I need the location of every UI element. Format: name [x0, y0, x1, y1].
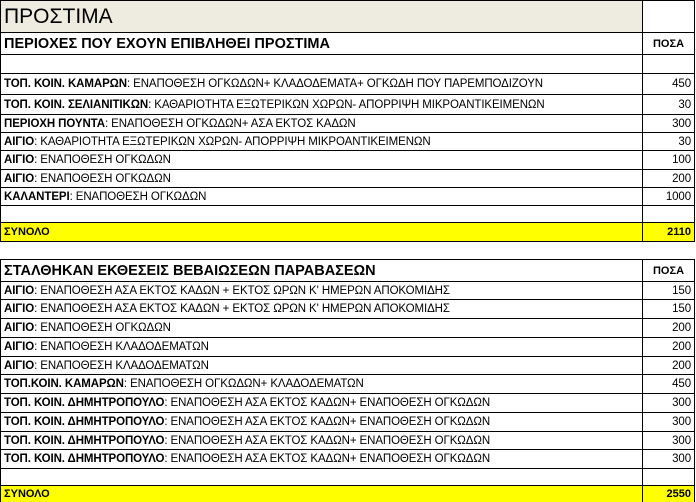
row-label	[0, 412, 642, 431]
row-area: ΠΕΡΙΟΧΗ ΠΟΥΝΤΑ	[4, 117, 105, 130]
table-row	[0, 94, 695, 114]
blank-cell	[642, 468, 695, 485]
row-area: ΑΙΓΙΟ	[4, 359, 35, 372]
row-area: ΑΙΓΙΟ	[4, 172, 35, 185]
row-area: ΤΟΠ. ΚΟΙΝ. ΚΑΜΑΡΩΝ	[4, 78, 127, 90]
section1-bottom-border	[0, 241, 695, 242]
row-area: ΑΙΓΙΟ	[4, 284, 35, 297]
row-amount: 300	[642, 449, 695, 468]
row-desc: : ΕΝΑΠΟΘΕΣΗ ΟΓΚΩΔΩΝ+ ΑΣΑ ΕΚΤΟΣ ΚΑΔΩΝ	[104, 117, 356, 130]
blank-cell	[0, 468, 642, 485]
section1-header: ΠΕΡΙΟΧΕΣ ΠΟΥ ΕΧΟΥΝ ΕΠΙΒΛΗΘΕΙ ΠΡΟΣΤΙΜΑ	[0, 32, 642, 54]
row-area: ΤΟΠ. ΚΟΙΝ. ΔΗΜΗΤΡΟΠΟΥΛΟ	[4, 453, 165, 465]
row-label	[0, 393, 642, 412]
row-desc: : ΕΝΑΠΟΘΕΣΗ ΑΣΑ ΕΚΤΟΣ ΚΑΔΩΝ + ΕΚΤΟΣ ΩΡΩΝ Κ' ΗΜΕΡΩΝ ΑΠΟΚΟΜΙΔΗΣ	[34, 284, 450, 297]
row-area: ΑΙΓΙΟ	[4, 341, 35, 353]
section2-header-row	[0, 259, 695, 281]
row-amount: 450	[642, 374, 695, 393]
row-desc: : ΕΝΑΠΟΘΕΣΗ ΑΣΑ ΕΚΤΟΣ ΚΑΔΩΝ+ ΕΝΑΠΟΘΕΣΗ ΟΓΚΩΔΩΝ	[164, 416, 491, 428]
row-label	[0, 281, 642, 299]
section1-total-value: 2110	[642, 222, 695, 241]
table-row	[0, 187, 695, 205]
blank-cell	[0, 205, 642, 222]
blank-row	[0, 468, 695, 485]
row-area: ΤΟΠ. ΚΟΙΝ. ΔΗΜΗΤΡΟΠΟΥΛΟ	[4, 416, 165, 428]
row-amount: 1000	[642, 187, 695, 205]
row-label	[0, 73, 642, 94]
section1-total-label: ΣΥΝΟΛΟ	[0, 222, 642, 241]
row-desc: : ΚΑΘΑΡΙΟΤΗΤΑ ΕΞΩΤΕΡΙΚΩΝ ΧΩΡΩΝ- ΑΠΟΡΡΙΨΗ ΜΙΚΡΟΑΝΤΙΚΕΙΜΕΝΩΝ	[34, 135, 431, 148]
row-amount: 30	[642, 132, 695, 150]
table-row	[0, 337, 695, 356]
row-desc: : ΕΝΑΠΟΘΕΣΗ ΑΣΑ ΕΚΤΟΣ ΚΑΔΩΝ + ΕΚΤΟΣ ΩΡΩΝ Κ' ΗΜΕΡΩΝ ΑΠΟΚΟΜΙΔΗΣ	[34, 303, 450, 315]
table-row	[0, 150, 695, 169]
row-amount: 200	[642, 169, 695, 187]
row-desc: : ΕΝΑΠΟΘΕΣΗ ΟΓΚΩΔΩΝ	[69, 190, 207, 203]
row-label	[0, 299, 642, 318]
blank-cell	[642, 205, 695, 222]
row-area: ΑΙΓΙΟ	[4, 322, 35, 334]
table-row	[0, 114, 695, 132]
row-area: ΚΑΛΑΝΤΕΡΙ	[4, 190, 70, 203]
table-row	[0, 449, 695, 468]
blank-cell	[642, 54, 695, 73]
row-amount: 200	[642, 337, 695, 356]
row-label	[0, 94, 642, 114]
row-label	[0, 374, 642, 393]
row-label	[0, 449, 642, 468]
blank-cell	[0, 54, 642, 73]
table-row	[0, 169, 695, 187]
row-desc: : ΕΝΑΠΟΘΕΣΗ ΟΓΚΩΔΩΝ	[34, 154, 171, 166]
section1-header-row	[0, 32, 695, 54]
row-amount: 100	[642, 150, 695, 169]
table-row	[0, 318, 695, 337]
row-amount: 150	[642, 299, 695, 318]
row-desc: : ΕΝΑΠΟΘΕΣΗ ΟΓΚΩΔΩΝ	[34, 172, 171, 185]
table-row	[0, 281, 695, 299]
row-amount: 200	[642, 318, 695, 337]
row-amount: 200	[642, 356, 695, 374]
row-amount: 300	[642, 114, 695, 132]
row-desc: : ΕΝΑΠΟΘΕΣΗ ΟΓΚΩΔΩΝ+ ΚΛΑΔΟΔΕΜΑΤΩΝ	[123, 378, 364, 390]
row-amount: 300	[642, 431, 695, 449]
table-row	[0, 412, 695, 431]
row-amount: 450	[642, 73, 695, 94]
row-area: ΑΙΓΙΟ	[4, 135, 35, 148]
table-row	[0, 431, 695, 449]
row-area: ΤΟΠ. ΚΟΙΝ. ΣΕΛΙΑΝΙΤΙΚΩΝ	[4, 98, 149, 111]
table-row	[0, 356, 695, 374]
section2-total-label: ΣΥΝΟΛΟ	[0, 485, 642, 502]
table-row	[0, 374, 695, 393]
section1-total-row	[0, 222, 695, 241]
row-area: ΑΙΓΙΟ	[4, 154, 35, 166]
row-desc: : ΕΝΑΠΟΘΕΣΗ ΑΣΑ ΕΚΤΟΣ ΚΑΔΩΝ+ ΕΝΑΠΟΘΕΣΗ ΟΓΚΩΔΩΝ	[164, 397, 491, 409]
table-row	[0, 73, 695, 94]
section2-amount-header: ΠΟΣΑ	[642, 259, 695, 281]
row-desc: : ΕΝΑΠΟΘΕΣΗ ΟΓΚΩΔΩΝ+ ΚΛΑΔΟΔΕΜΑΤΑ+ ΟΓΚΩΔΗ ΠΟΥ ΠΑΡΕΜΠΟΔΙΖΟΥΝ	[126, 78, 544, 90]
table-row	[0, 393, 695, 412]
row-label	[0, 356, 642, 374]
row-label	[0, 318, 642, 337]
page-title: ΠΡΟΣΤΙΜΑ	[0, 0, 642, 32]
section2-total-row	[0, 485, 695, 502]
row-amount: 150	[642, 281, 695, 299]
row-desc: : ΕΝΑΠΟΘΕΣΗ ΚΛΑΔΟΔΕΜΑΤΩΝ	[34, 341, 209, 353]
row-desc: : ΚΑΘΑΡΙΟΤΗΤΑ ΕΞΩΤΕΡΙΚΩΝ ΧΩΡΩΝ- ΑΠΟΡΡΙΨΗ ΜΙΚΡΟΑΝΤΙΚΕΙΜΕΝΩΝ	[148, 98, 545, 111]
section2-header: ΣΤΑΛΘΗΚΑΝ ΕΚΘΕΣΕΙΣ ΒΕΒΑΙΩΣΕΩΝ ΠΑΡΑΒΑΣΕΩΝ	[0, 259, 642, 281]
row-label	[0, 150, 642, 169]
row-label	[0, 337, 642, 356]
blank-row	[0, 54, 695, 73]
row-label	[0, 187, 642, 205]
table-row	[0, 299, 695, 318]
title-row	[0, 0, 695, 32]
row-desc: : ΕΝΑΠΟΘΕΣΗ ΟΓΚΩΔΩΝ	[34, 322, 171, 334]
row-desc: : ΕΝΑΠΟΘΕΣΗ ΑΣΑ ΕΚΤΟΣ ΚΑΔΩΝ+ ΕΝΑΠΟΘΕΣΗ ΟΓΚΩΔΩΝ	[164, 453, 491, 465]
row-amount: 300	[642, 393, 695, 412]
row-area: ΤΟΠ. ΚΟΙΝ. ΔΗΜΗΤΡΟΠΟΥΛΟ	[4, 397, 165, 409]
row-area: ΤΟΠ. ΚΟΙΝ. ΔΗΜΗΤΡΟΠΟΥΛΟ	[4, 434, 165, 447]
row-amount: 30	[642, 94, 695, 114]
table-row	[0, 132, 695, 150]
row-label	[0, 132, 642, 150]
row-desc: : ΕΝΑΠΟΘΕΣΗ ΑΣΑ ΕΚΤΟΣ ΚΑΔΩΝ+ ΕΝΑΠΟΘΕΣΗ ΟΓΚΩΔΩΝ	[164, 434, 491, 447]
row-area: ΤΟΠ.ΚΟΙΝ. ΚΑΜΑΡΩΝ	[4, 378, 124, 390]
section2-total-value: 2550	[642, 485, 695, 502]
title-blank-cell	[642, 0, 695, 32]
row-amount: 300	[642, 412, 695, 431]
row-area: ΑΙΓΙΟ	[4, 303, 35, 315]
row-desc: : ΕΝΑΠΟΘΕΣΗ ΚΛΑΔΟΔΕΜΑΤΩΝ	[34, 359, 209, 372]
blank-row	[0, 205, 695, 222]
row-label	[0, 114, 642, 132]
row-label	[0, 431, 642, 449]
section1-amount-header: ΠΟΣΑ	[642, 32, 695, 54]
row-label	[0, 169, 642, 187]
